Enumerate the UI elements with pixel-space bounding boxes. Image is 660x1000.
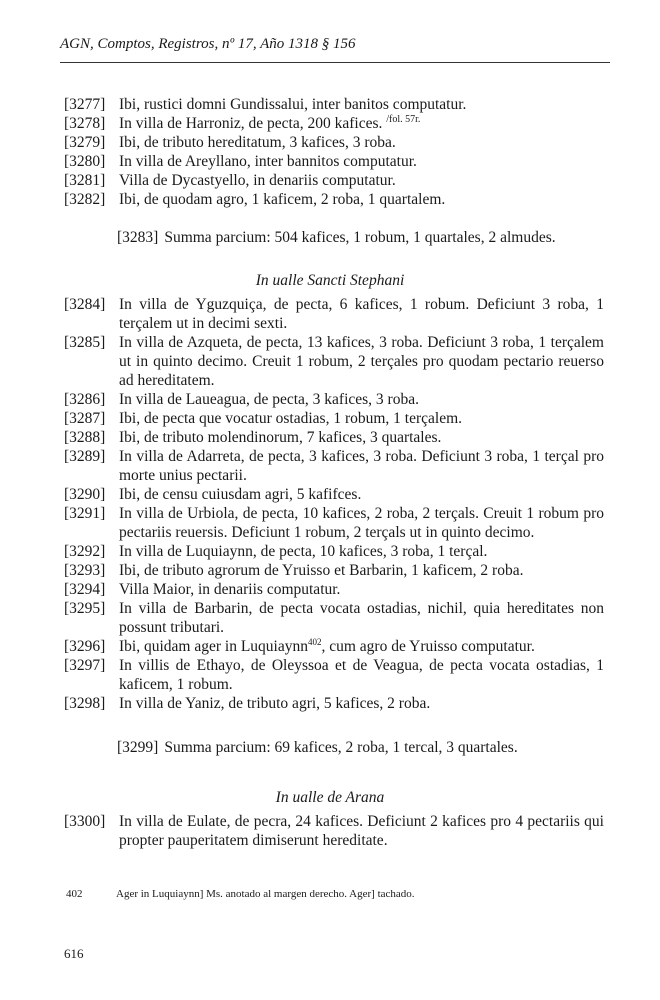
entry-3294	[64, 580, 604, 599]
entry-number: [3288]	[64, 429, 106, 446]
entry-number: [3300]	[64, 813, 106, 830]
entries-block-1	[64, 95, 604, 209]
entry-text	[119, 114, 604, 133]
entry-text: In villa de Adarreta, de pecta, 3 kafices, 3 roba. Deficiunt 3 roba, 1 terçal pro morte unius pectarii.	[119, 448, 604, 484]
entry-number: [3289]	[64, 448, 106, 465]
entry-number: [3296]	[64, 638, 106, 655]
entry-3282	[64, 190, 604, 209]
entry-3281	[64, 171, 604, 190]
summa-3299	[117, 738, 607, 757]
entry-text: In villa de Areyllano, inter bannitos computatur.	[119, 153, 417, 170]
entry-number: [3284]	[64, 296, 106, 313]
entry-number: [3279]	[64, 134, 106, 151]
page-number: 616	[64, 946, 84, 961]
entry-3298	[64, 694, 604, 713]
entry-3288	[64, 428, 604, 447]
entry-text-after: , cum agro de Yruisso computatur.	[321, 638, 535, 655]
entry-number: [3292]	[64, 543, 106, 560]
entry-text: Ibi, de pecta que vocatur ostadias, 1 robum, 1 terçalem.	[119, 410, 463, 427]
entry-3280	[64, 152, 604, 171]
entry-text: In villa de Barbarin, de pecta vocata ostadias, nichil, quia hereditates non possunt tributari.	[119, 600, 604, 636]
entry-number: [3297]	[64, 657, 106, 674]
footnote	[66, 888, 606, 900]
header-rule	[60, 62, 610, 63]
entry-number: [3286]	[64, 391, 106, 408]
summa-text: Summa parcium: 504 kafices, 1 robum, 1 quartales, 2 almudes.	[164, 229, 556, 246]
entry-number: [3290]	[64, 486, 106, 503]
entry-text: In villa de Urbiola, de pecta, 10 kafices, 2 roba, 2 terçals. Creuit 1 robum pro pectariis reuersis. Deficiunt 1 robum, 2 terçals ut in quinto decimo.	[119, 505, 604, 541]
section-title: In ualle Sancti Stephani	[255, 272, 405, 289]
entry-3278	[64, 114, 604, 133]
entry-text: Ibi, de tributo agrorum de Yruisso et Barbarin, 1 kaficem, 2 roba.	[119, 562, 524, 579]
entry-text: In villa de Eulate, de pecra, 24 kafices. Deficiunt 2 kafices pro 4 pectariis qui propter pauperitatem dimiserunt hereditate.	[119, 813, 604, 849]
entry-number: [3285]	[64, 334, 106, 351]
footnote-number: 402	[66, 888, 83, 900]
entry-3295	[64, 599, 604, 637]
entry-number: [3277]	[64, 96, 106, 113]
entry-text: Ibi, de tributo hereditatum, 3 kafices, 3 roba.	[119, 134, 396, 151]
summa-3283	[117, 228, 607, 247]
summa-number: [3299]	[117, 739, 159, 756]
entry-3286	[64, 390, 604, 409]
summa-number: [3283]	[117, 229, 159, 246]
entry-number: [3295]	[64, 600, 106, 617]
entry-text: Ibi, rustici domni Gundissalui, inter banitos computatur.	[119, 96, 467, 113]
footnote-text: Ager in Luquiaynn] Ms. anotado al margen derecho. Ager] tachado.	[116, 888, 415, 900]
entry-number: [3280]	[64, 153, 106, 170]
entry-number: [3278]	[64, 115, 106, 132]
entry-3300	[64, 812, 604, 850]
summa-text: Summa parcium: 69 kafices, 2 roba, 1 tercal, 3 quartales.	[164, 739, 518, 756]
entry-3284	[64, 295, 604, 333]
entry-3287	[64, 409, 604, 428]
entry-3277	[64, 95, 604, 114]
entry-3297	[64, 656, 604, 694]
entry-3279	[64, 133, 604, 152]
entry-number: [3298]	[64, 695, 106, 712]
entry-text: In villa de Yguzquiça, de pecta, 6 kafices, 1 robum. Deficiunt 3 roba, 1 terçalem ut in decimi sexti.	[119, 296, 604, 332]
entry-number: [3294]	[64, 581, 106, 598]
entry-3296	[64, 637, 604, 656]
entry-number: [3282]	[64, 191, 106, 208]
footnote-ref[interactable]: 402	[307, 636, 322, 647]
entry-text: In villis de Ethayo, de Oleyssoa et de Veagua, de pecta vocata ostadias, 1 kaficem, 1 robum.	[119, 657, 604, 693]
entry-text: Ibi, de tributo molendinorum, 7 kafices, 3 quartales.	[119, 429, 442, 446]
entry-3285	[64, 333, 604, 390]
folio-marker: /fol. 57r.	[386, 113, 421, 125]
entries-block-2	[64, 295, 604, 713]
entry-3291	[64, 504, 604, 542]
entry-3289	[64, 447, 604, 485]
entry-text: Villa Maior, in denariis computatur.	[119, 581, 341, 598]
entry-number: [3291]	[64, 505, 106, 522]
entries-block-3	[64, 812, 604, 850]
section-title: In ualle de Arana	[275, 789, 385, 806]
entry-number: [3281]	[64, 172, 106, 189]
running-header: AGN, Comptos, Registros, nº 17, Año 1318 § 156	[60, 36, 356, 52]
entry-number: [3287]	[64, 410, 106, 427]
entry-text: In villa de Yaniz, de tributo agri, 5 kafices, 2 roba.	[119, 695, 431, 712]
entry-text-main: In villa de Harroniz, de pecta, 200 kafices.	[119, 115, 383, 132]
entry-text: In villa de Luquiaynn, de pecta, 10 kafices, 3 roba, 1 terçal.	[119, 543, 488, 560]
entry-3292	[64, 542, 604, 561]
entry-number: [3293]	[64, 562, 106, 579]
entry-3290	[64, 485, 604, 504]
entry-text: Ibi, de quodam agro, 1 kaficem, 2 roba, 1 quartalem.	[119, 191, 446, 208]
entry-3293	[64, 561, 604, 580]
entry-text: Ibi, de censu cuiusdam agri, 5 kafifces.	[119, 486, 362, 503]
entry-text	[119, 637, 604, 656]
entry-text: In villa de Azqueta, de pecta, 13 kafices, 3 roba. Deficiunt 3 roba, 1 terçalem ut in quinto decimo. Creuit 1 robum, 2 terçales pro quodam pectario reuerso ad hereditatem.	[119, 334, 604, 389]
entry-text: In villa de Laueagua, de pecta, 3 kafices, 3 roba.	[119, 391, 419, 408]
entry-text: Villa de Dycastyello, in denariis computatur.	[119, 172, 396, 189]
entry-text-before: Ibi, quidam ager in Luquiaynn	[119, 638, 308, 655]
